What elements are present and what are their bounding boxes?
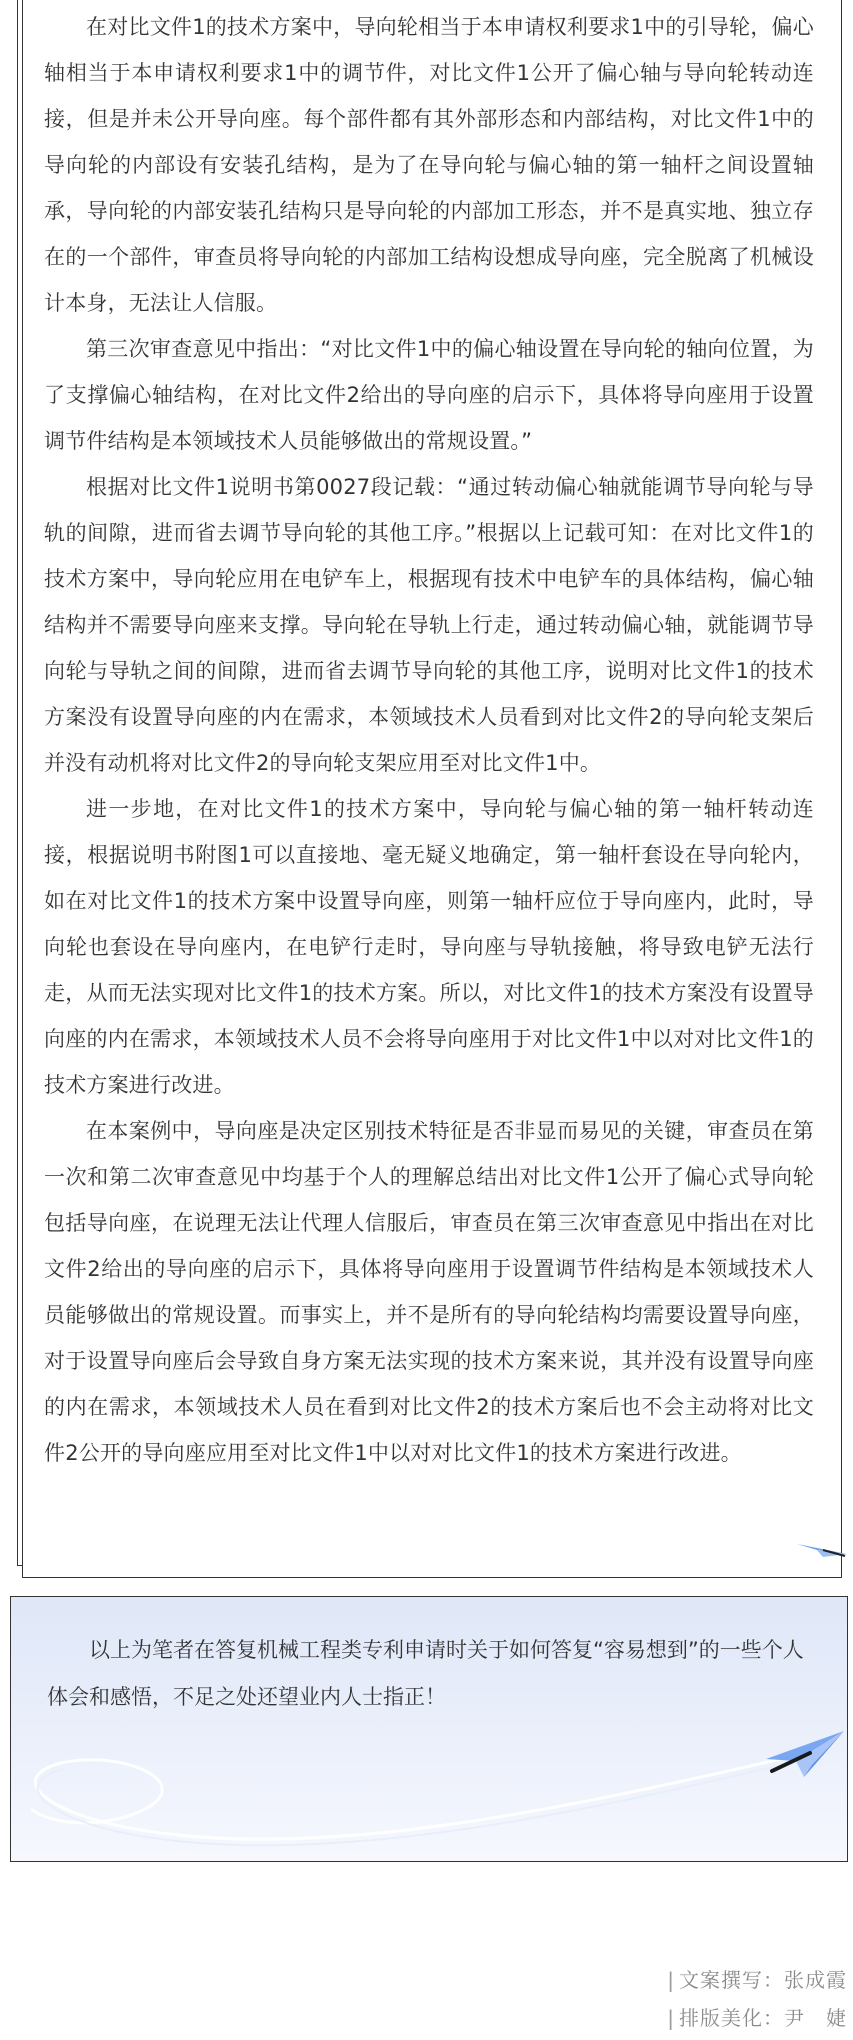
paper-plane-icon bbox=[797, 1538, 849, 1562]
paper-plane-icon bbox=[766, 1727, 846, 1787]
credit-writer-label: 文案撰写： bbox=[679, 1968, 784, 1992]
credit-writer: | 文案撰写：张成霞 bbox=[667, 1968, 847, 1992]
closing-panel bbox=[10, 1596, 848, 1862]
closing-text: 以上为笔者在答复机械工程类专利申请时关于如何答复“容易想到”的一些个人体会和感悟，不足之处还望业内人士指正！ bbox=[47, 1638, 804, 1709]
article-content bbox=[44, 4, 814, 1476]
credit-layout: | 排版美化：尹 婕 bbox=[667, 2006, 847, 2030]
paragraph-5: 在本案例中，导向座是决定区别技术特征是否非显而易见的关键，审查员在第一次和第二次审查意见中均基于个人的理解总结出对比文件1公开了偏心式导向轮包括导向座，在说理无法让代理人信服后，审查员在第三次审查意见中指出在对比文件2给出的导向座的启示下，具体将导向座用于设置调节件结构是本领域技术人员能够做出的常规设置。而事实上，并不是所有的导向轮结构均需要设置导向座，对于设置导向座后会导致自身方案无法实现的技术方案来说，其并没有设置导向座的内在需求，本领域技术人员在看到对比文件2的技术方案后也不会主动将对比文件2公开的导向座应用至对比文件1中以对对比文件1的技术方案进行改进。 bbox=[44, 1119, 814, 1465]
credit-layout-label: 排版美化： bbox=[679, 2006, 784, 2030]
paragraph-4: 进一步地，在对比文件1的技术方案中，导向轮与偏心轴的第一轴杆转动连接，根据说明书附图1可以直接地、毫无疑义地确定，第一轴杆套设在导向轮内，如在对比文件1的技术方案中设置导向座，则第一轴杆应位于导向座内，此时，导向轮也套设在导向座内，在电铲行走时，导向座与导轨接触，将导致电铲无法行走，从而无法实现对比文件1的技术方案。所以，对比文件1的技术方案没有设置导向座的内在需求，本领域技术人员不会将导向座用于对比文件1中以对对比文件1的技术方案进行改进。 bbox=[44, 797, 814, 1097]
credit-layout-name: 尹 婕 bbox=[784, 2006, 847, 2030]
paragraph-2: 第三次审查意见中指出：“对比文件1中的偏心轴设置在导向轮的轴向位置，为了支撑偏心轴结构，在对比文件2给出的导向座的启示下，具体将导向座用于设置调节件结构是本领域技术人员能够做出的常规设置。” bbox=[44, 337, 814, 453]
credit-writer-name: 张成霞 bbox=[784, 1968, 847, 1992]
paragraph-3: 根据对比文件1说明书第0027段记载：“通过转动偏心轴就能调节导向轮与导轨的间隙，进而省去调节导向轮的其他工序。”根据以上记载可知：在对比文件1的技术方案中，导向轮应用在电铲车上，根据现有技术中电铲车的具体结构，偏心轴结构并不需要导向座来支撑。导向轮在导轨上行走，通过转动偏心轴，就能调节导向轮与导轨之间的间隙，进而省去调节导向轮的其他工序，说明对比文件1的技术方案没有设置导向座的内在需求，本领域技术人员看到对比文件2的导向轮支架后并没有动机将对比文件2的导向轮支架应用至对比文件1中。 bbox=[44, 475, 814, 775]
paragraph-1: 在对比文件1的技术方案中，导向轮相当于本申请权利要求1中的引导轮，偏心轴相当于本申请权利要求1中的调节件，对比文件1公开了偏心轴与导向轮转动连接，但是并未公开导向座。每个部件都有其外部形态和内部结构，对比文件1中的导向轮的内部设有安装孔结构，是为了在导向轮与偏心轴的第一轴杆之间设置轴承，导向轮的内部安装孔结构只是导向轮的内部加工形态，并不是真实地、独立存在的一个部件，审查员将导向轮的内部加工结构设想成导向座，完全脱离了机械设计本身，无法让人信服。 bbox=[44, 15, 814, 315]
